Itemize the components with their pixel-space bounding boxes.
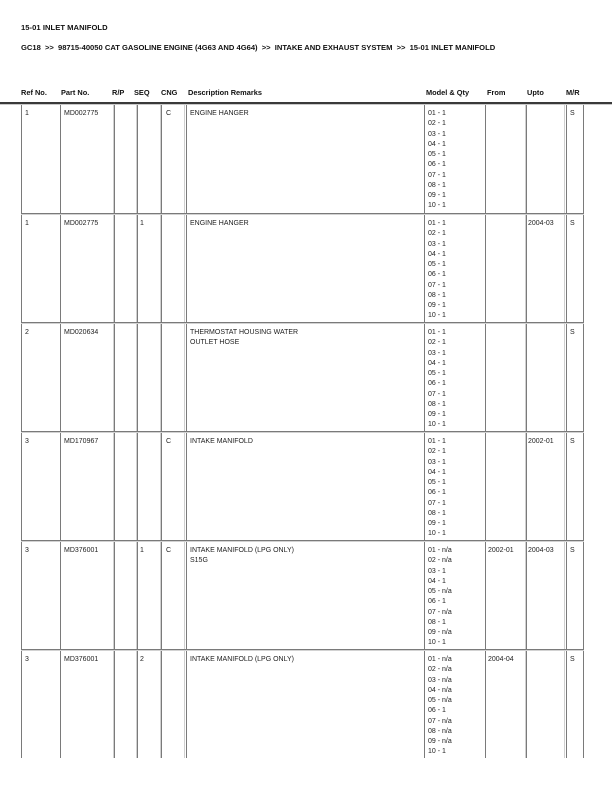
model-qty-entry: 04 - n/a xyxy=(428,686,452,694)
cell-part-no[interactable]: MD002775 xyxy=(64,220,99,227)
model-qty-entry: 08 - 1 xyxy=(428,291,446,299)
column-header-rp: R/P xyxy=(112,88,125,97)
cell-model-qty xyxy=(428,546,452,649)
model-qty-entry: 04 - 1 xyxy=(428,359,446,367)
model-qty-entry: 07 - 1 xyxy=(428,499,446,507)
breadcrumb-item-model[interactable]: GC18 xyxy=(21,43,41,52)
model-qty-entry: 07 - 1 xyxy=(428,171,446,179)
column-header-part-no: Part No. xyxy=(61,88,90,97)
column-header-model-qty: Model & Qty xyxy=(426,88,470,97)
model-qty-entry: 05 - 1 xyxy=(428,479,446,486)
model-qty-entry: 09 - 1 xyxy=(428,192,446,199)
model-qty-entry: 10 - 1 xyxy=(428,748,446,756)
cell-upto: 2002-01 xyxy=(528,438,554,445)
model-qty-entry: 10 - 1 xyxy=(428,530,446,538)
cell-mr: S xyxy=(570,329,575,336)
model-qty-entry: 08 - 1 xyxy=(428,509,446,517)
model-qty-entry: 09 - n/a xyxy=(428,629,452,636)
row-divider-shadow xyxy=(21,214,584,215)
page-title: 15-01 INLET MANIFOLD xyxy=(21,23,108,32)
column-header-from: From xyxy=(487,88,506,97)
model-qty-entry: 02 - 1 xyxy=(428,339,446,347)
cell-mr: S xyxy=(570,547,575,554)
cell-cng: C xyxy=(166,110,172,117)
cell-mr: S xyxy=(570,438,575,445)
cell-model-qty xyxy=(428,109,446,212)
breadcrumb-separator: >> xyxy=(396,43,406,52)
cell-seq: 1 xyxy=(140,220,144,227)
cell-model-qty xyxy=(428,328,446,431)
model-qty-entry: 01 - 1 xyxy=(428,110,446,117)
cell-cng: C xyxy=(166,547,172,554)
model-qty-entry: 02 - 1 xyxy=(428,120,446,128)
cell-part-no[interactable]: MD020634 xyxy=(64,329,99,336)
header-divider-shadow xyxy=(0,104,612,105)
cell-ref-no: 1 xyxy=(25,110,29,117)
column-header-mr: M/R xyxy=(566,88,580,97)
model-qty-entry: 04 - 1 xyxy=(428,577,446,585)
cell-cng: C xyxy=(166,438,172,445)
model-qty-entry: 01 - 1 xyxy=(428,438,446,445)
model-qty-entry: 01 - 1 xyxy=(428,329,446,336)
row-divider-shadow xyxy=(21,323,584,324)
cell-ref-no: 3 xyxy=(25,438,29,445)
cell-mr: S xyxy=(570,656,575,663)
column-header-cng: CNG xyxy=(161,88,178,97)
cell-model-qty xyxy=(428,437,446,540)
model-qty-entry: 08 - n/a xyxy=(428,727,452,735)
model-qty-entry: 05 - n/a xyxy=(428,697,452,704)
model-qty-entry: 09 - 1 xyxy=(428,302,446,309)
model-qty-entry: 03 - 1 xyxy=(428,567,446,575)
model-qty-entry: 09 - n/a xyxy=(428,738,452,745)
cell-part-no[interactable]: MD376001 xyxy=(64,547,99,554)
description-line: OUTLET HOSE xyxy=(190,339,240,347)
cell-description xyxy=(190,655,294,665)
cell-part-no[interactable]: MD002775 xyxy=(64,110,99,117)
column-header-upto: Upto xyxy=(527,88,544,97)
breadcrumb-separator: >> xyxy=(44,43,54,52)
breadcrumb-separator: >> xyxy=(261,43,271,52)
description-line: INTAKE MANIFOLD xyxy=(190,438,253,445)
model-qty-entry: 08 - 1 xyxy=(428,400,446,408)
parts-table-header xyxy=(0,87,612,101)
model-qty-entry: 03 - 1 xyxy=(428,458,446,466)
cell-ref-no: 1 xyxy=(25,220,29,227)
model-qty-entry: 06 - 1 xyxy=(428,598,446,606)
model-qty-entry: 02 - n/a xyxy=(428,666,452,674)
model-qty-entry: 07 - n/a xyxy=(428,608,452,616)
cell-description xyxy=(190,109,249,119)
model-qty-entry: 07 - 1 xyxy=(428,390,446,398)
model-qty-entry: 06 - 1 xyxy=(428,489,446,497)
breadcrumb-item-engine[interactable]: 98715-40050 CAT GASOLINE ENGINE (4G63 AND 4G64) xyxy=(57,43,258,52)
cell-seq: 2 xyxy=(140,656,144,663)
model-qty-entry: 10 - 1 xyxy=(428,639,446,647)
model-qty-entry: 05 - 1 xyxy=(428,151,446,158)
cell-ref-no: 3 xyxy=(25,656,29,663)
description-line: THERMOSTAT HOUSING WATER xyxy=(190,329,299,336)
model-qty-entry: 06 - 1 xyxy=(428,161,446,169)
cell-mr: S xyxy=(570,110,575,117)
model-qty-entry: 03 - 1 xyxy=(428,349,446,357)
model-qty-entry: 06 - 1 xyxy=(428,271,446,279)
model-qty-entry: 04 - 1 xyxy=(428,140,446,148)
cell-description xyxy=(190,437,253,447)
description-line: ENGINE HANGER xyxy=(190,220,249,227)
model-qty-entry: 03 - n/a xyxy=(428,676,452,684)
column-header-ref-no: Ref No. xyxy=(21,88,47,97)
model-qty-entry: 08 - 1 xyxy=(428,618,446,626)
description-line: ENGINE HANGER xyxy=(190,110,249,117)
description-line: INTAKE MANIFOLD (LPG ONLY) xyxy=(190,656,294,663)
model-qty-entry: 09 - 1 xyxy=(428,520,446,527)
model-qty-entry: 05 - 1 xyxy=(428,261,446,268)
model-qty-entry: 07 - n/a xyxy=(428,717,452,725)
model-qty-entry: 01 - n/a xyxy=(428,547,452,554)
cell-upto: 2004-03 xyxy=(528,547,554,554)
model-qty-entry: 02 - 1 xyxy=(428,448,446,456)
breadcrumb-item-system[interactable]: INTAKE AND EXHAUST SYSTEM xyxy=(274,43,393,52)
description-line: S15G xyxy=(190,557,208,565)
model-qty-entry: 06 - 1 xyxy=(428,380,446,388)
cell-model-qty xyxy=(428,219,446,322)
model-qty-entry: 03 - 1 xyxy=(428,130,446,138)
model-qty-entry: 05 - n/a xyxy=(428,588,452,595)
cell-description xyxy=(190,328,298,349)
row-divider-shadow xyxy=(21,432,584,433)
cell-upto: 2004-03 xyxy=(528,220,554,227)
model-qty-entry: 10 - 1 xyxy=(428,202,446,210)
model-qty-entry: 06 - 1 xyxy=(428,707,446,715)
cell-description xyxy=(190,219,249,229)
description-line: INTAKE MANIFOLD (LPG ONLY) xyxy=(190,547,294,554)
breadcrumb xyxy=(21,43,495,52)
model-qty-entry: 09 - 1 xyxy=(428,411,446,418)
model-qty-entry: 08 - 1 xyxy=(428,181,446,189)
model-qty-entry: 01 - 1 xyxy=(428,220,446,227)
model-qty-entry: 02 - 1 xyxy=(428,230,446,238)
model-qty-entry: 10 - 1 xyxy=(428,421,446,429)
model-qty-entry: 10 - 1 xyxy=(428,312,446,320)
column-header-seq: SEQ xyxy=(134,88,150,97)
model-qty-entry: 01 - n/a xyxy=(428,656,452,663)
cell-from: 2002-01 xyxy=(488,547,514,554)
cell-seq: 1 xyxy=(140,547,144,554)
cell-from: 2004-04 xyxy=(488,656,514,663)
cell-model-qty xyxy=(428,655,452,758)
model-qty-entry: 03 - 1 xyxy=(428,240,446,248)
cell-description xyxy=(190,546,294,567)
column-header-description: Description Remarks xyxy=(188,88,262,97)
cell-mr: S xyxy=(570,220,575,227)
model-qty-entry: 05 - 1 xyxy=(428,370,446,377)
row-divider-shadow xyxy=(21,650,584,651)
cell-ref-no: 3 xyxy=(25,547,29,554)
model-qty-entry: 04 - 1 xyxy=(428,250,446,258)
cell-part-no[interactable]: MD376001 xyxy=(64,656,99,663)
cell-ref-no: 2 xyxy=(25,329,29,336)
cell-part-no[interactable]: MD170967 xyxy=(64,438,99,445)
model-qty-entry: 04 - 1 xyxy=(428,468,446,476)
model-qty-entry: 07 - 1 xyxy=(428,281,446,289)
row-divider-shadow xyxy=(21,541,584,542)
model-qty-entry: 02 - n/a xyxy=(428,557,452,565)
breadcrumb-item-current: 15-01 INLET MANIFOLD xyxy=(409,43,496,52)
